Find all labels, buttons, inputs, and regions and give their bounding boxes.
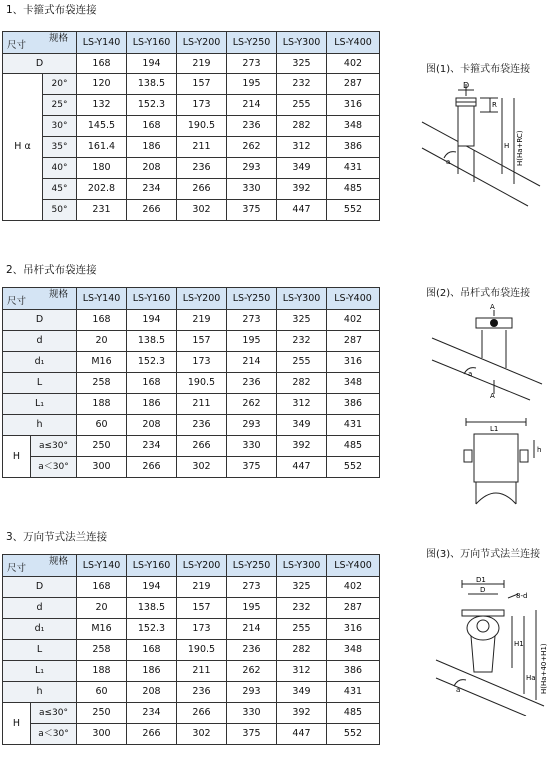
table-row: [3, 415, 380, 436]
figure3-label-d: D: [480, 586, 486, 594]
table-row: [3, 310, 380, 331]
table-row: [3, 179, 380, 200]
angle-label: a＜30°: [31, 457, 77, 478]
table-header-row: [3, 32, 380, 54]
section1-title: 1、卡箍式布袋连接: [6, 4, 97, 16]
table-cell: 273: [227, 54, 277, 74]
group-label: H: [3, 436, 31, 478]
table-cell: 236: [227, 373, 277, 394]
section2-table: [2, 287, 380, 478]
table-row: [3, 116, 380, 137]
table-cell: 194: [127, 310, 177, 331]
angle-label: 45°: [43, 179, 77, 200]
table-cell: 330: [227, 179, 277, 200]
table-cell: 188: [77, 394, 127, 415]
table-cell: 168: [77, 577, 127, 598]
figure3-caption: 图(3)、万向节式法兰连接: [426, 549, 541, 560]
table-cell: 302: [177, 724, 227, 745]
table-cell: 168: [127, 116, 177, 137]
table-cell: 348: [327, 116, 380, 137]
table-row: [3, 682, 380, 703]
table-cell: 287: [327, 74, 380, 95]
table-cell: 152.3: [127, 619, 177, 640]
group-label: H: [3, 703, 31, 745]
model-header: LS-Y160: [127, 288, 177, 310]
model-header: LS-Y200: [177, 288, 227, 310]
header-diagonal-cell: [3, 32, 77, 54]
table-cell: 236: [177, 682, 227, 703]
table-cell: 157: [177, 74, 227, 95]
table-cell: 208: [127, 682, 177, 703]
table-cell: 375: [227, 200, 277, 221]
table-cell: 392: [277, 703, 327, 724]
table-row: [3, 54, 380, 74]
table-cell: 300: [77, 724, 127, 745]
table-row: [3, 619, 380, 640]
table-cell: 316: [327, 352, 380, 373]
figure3-label-ha: Ha: [526, 674, 536, 682]
table-cell: 234: [127, 179, 177, 200]
table-cell: 266: [177, 179, 227, 200]
table-cell: 552: [327, 200, 380, 221]
figure3-label-8d: 8-d: [516, 592, 528, 600]
header-spec-label: 规格: [48, 556, 68, 567]
table-cell: 152.3: [127, 352, 177, 373]
table-row: [3, 724, 380, 745]
row-label: D: [3, 310, 77, 331]
table-cell: 287: [327, 331, 380, 352]
header-diagonal-cell: [3, 288, 77, 310]
table-cell: 211: [177, 661, 227, 682]
table-cell: 386: [327, 137, 380, 158]
table-cell: 173: [177, 95, 227, 116]
model-header: LS-Y200: [177, 32, 227, 54]
angle-label: a≤30°: [31, 703, 77, 724]
table-row: [3, 598, 380, 619]
table-cell: 195: [227, 598, 277, 619]
table-cell: 349: [277, 682, 327, 703]
table-cell: 287: [327, 598, 380, 619]
table-cell: 120: [77, 74, 127, 95]
table-cell: 447: [277, 200, 327, 221]
table-cell: 402: [327, 54, 380, 74]
table-cell: 211: [177, 137, 227, 158]
table-cell: 312: [277, 137, 327, 158]
table-cell: 132: [77, 95, 127, 116]
table-cell: 293: [227, 415, 277, 436]
table-cell: 348: [327, 640, 380, 661]
section3-table: [2, 554, 380, 745]
figure3-label-a: a: [456, 686, 461, 694]
table-cell: 262: [227, 661, 277, 682]
table-cell: 214: [227, 619, 277, 640]
table-cell: 232: [277, 331, 327, 352]
table-cell: 190.5: [177, 373, 227, 394]
table-row: [3, 703, 380, 724]
table-header-row: [3, 288, 380, 310]
table-cell: 485: [327, 179, 380, 200]
model-header: LS-Y200: [177, 555, 227, 577]
table-cell: 145.5: [77, 116, 127, 137]
table-cell: 485: [327, 703, 380, 724]
table-cell: 195: [227, 331, 277, 352]
table-cell: 325: [277, 310, 327, 331]
figure1-label-r: R: [492, 101, 497, 109]
model-header: LS-Y400: [327, 32, 380, 54]
table-cell: 60: [77, 415, 127, 436]
figure3-drawing: [426, 576, 553, 716]
figure2-label-alpha: a: [468, 370, 473, 378]
table-cell: 157: [177, 331, 227, 352]
model-header: LS-Y400: [327, 288, 380, 310]
table-cell: 168: [77, 54, 127, 74]
table-cell: 138.5: [127, 74, 177, 95]
model-header: LS-Y250: [227, 32, 277, 54]
table-row: [3, 74, 380, 95]
section3-title: 3、万向节式法兰连接: [6, 531, 108, 543]
model-header: LS-Y160: [127, 32, 177, 54]
row-label: d: [3, 598, 77, 619]
table-cell: 173: [177, 619, 227, 640]
table-cell: 194: [127, 54, 177, 74]
table-cell: 194: [127, 577, 177, 598]
table-cell: 234: [127, 703, 177, 724]
row-label: d₁: [3, 352, 77, 373]
figure1-label-a: a: [446, 158, 451, 166]
row-label: L: [3, 373, 77, 394]
table-cell: 214: [227, 352, 277, 373]
table-cell: 190.5: [177, 116, 227, 137]
figure1-label-h2: H(Ha+RC): [516, 130, 524, 166]
table-cell: 138.5: [127, 331, 177, 352]
header-size-label: 尺寸: [7, 296, 27, 307]
angle-label: 35°: [43, 137, 77, 158]
table-cell: 266: [127, 200, 177, 221]
table-cell: 214: [227, 95, 277, 116]
table-cell: 266: [177, 703, 227, 724]
table-cell: 349: [277, 415, 327, 436]
table-cell: 312: [277, 394, 327, 415]
section2-title: 2、吊杆式布袋连接: [6, 264, 97, 276]
model-header: LS-Y300: [277, 555, 327, 577]
table-cell: 402: [327, 310, 380, 331]
table-cell: 293: [227, 158, 277, 179]
table-row: [3, 394, 380, 415]
table-cell: 190.5: [177, 640, 227, 661]
row-label: d₁: [3, 619, 77, 640]
table-cell: 258: [77, 640, 127, 661]
table-cell: 219: [177, 54, 227, 74]
table-row: [3, 352, 380, 373]
figure2-label-l1: L1: [490, 425, 499, 433]
model-header: LS-Y140: [77, 555, 127, 577]
table-row: [3, 95, 380, 116]
table-cell: 250: [77, 703, 127, 724]
table-cell: 431: [327, 415, 380, 436]
model-header: LS-Y140: [77, 32, 127, 54]
angle-label: 50°: [43, 200, 77, 221]
figure1-drawing: [418, 78, 553, 208]
table-cell: 316: [327, 619, 380, 640]
table-cell: 232: [277, 74, 327, 95]
table-row: [3, 640, 380, 661]
header-diagonal-cell: [3, 555, 77, 577]
table-cell: 195: [227, 74, 277, 95]
table-cell: 392: [277, 179, 327, 200]
figure2-label-a-bottom: A: [490, 392, 495, 400]
table-cell: 173: [177, 352, 227, 373]
table-cell: 236: [177, 415, 227, 436]
table-cell: 157: [177, 598, 227, 619]
angle-label: 40°: [43, 158, 77, 179]
table-cell: 255: [277, 619, 327, 640]
table-cell: 266: [177, 436, 227, 457]
row-label: L₁: [3, 394, 77, 415]
table-cell: 236: [177, 158, 227, 179]
table-cell: 431: [327, 682, 380, 703]
angle-label: 30°: [43, 116, 77, 137]
table-cell: 552: [327, 724, 380, 745]
table-cell: 552: [327, 457, 380, 478]
table-cell: 266: [127, 724, 177, 745]
table-cell: 273: [227, 310, 277, 331]
table-row: [3, 373, 380, 394]
model-header: LS-Y300: [277, 288, 327, 310]
row-label: L: [3, 640, 77, 661]
figure2-caption: 图(2)、吊杆式布袋连接: [426, 288, 531, 299]
table-cell: 302: [177, 457, 227, 478]
table-cell: 316: [327, 95, 380, 116]
table-cell: 330: [227, 436, 277, 457]
table-cell: 431: [327, 158, 380, 179]
table-cell: 168: [127, 640, 177, 661]
table-cell: 152.3: [127, 95, 177, 116]
angle-label: a≤30°: [31, 436, 77, 457]
figure1-label-h1: H: [504, 142, 510, 150]
table-row: [3, 331, 380, 352]
table-cell: 375: [227, 457, 277, 478]
table-cell: 236: [227, 640, 277, 661]
table-cell: 186: [127, 137, 177, 158]
table-cell: 20: [77, 331, 127, 352]
table-cell: 266: [127, 457, 177, 478]
table-cell: 262: [227, 137, 277, 158]
table-cell: 258: [77, 373, 127, 394]
table-cell: 485: [327, 436, 380, 457]
figure2-label-a-top: A: [490, 303, 495, 311]
table-cell: 202.8: [77, 179, 127, 200]
table-row: [3, 137, 380, 158]
table-cell: 302: [177, 200, 227, 221]
table-cell: 330: [227, 703, 277, 724]
table-cell: 168: [77, 310, 127, 331]
row-label: h: [3, 682, 77, 703]
row-label: L₁: [3, 661, 77, 682]
table-cell: M16: [77, 619, 127, 640]
table-cell: 208: [127, 158, 177, 179]
model-header: LS-Y160: [127, 555, 177, 577]
table-cell: 208: [127, 415, 177, 436]
table-cell: 312: [277, 661, 327, 682]
table-cell: 186: [127, 394, 177, 415]
table-cell: 262: [227, 394, 277, 415]
table-header-row: [3, 555, 380, 577]
angle-label: 20°: [43, 74, 77, 95]
row-label: d: [3, 331, 77, 352]
table-row: [3, 661, 380, 682]
figure2-section-drawing: [456, 416, 553, 508]
figure2-label-h: h: [537, 446, 542, 454]
table-cell: 211: [177, 394, 227, 415]
table-cell: 282: [277, 640, 327, 661]
table-cell: 161.4: [77, 137, 127, 158]
table-row: [3, 200, 380, 221]
header-size-label: 尺寸: [7, 40, 27, 51]
table-cell: 282: [277, 373, 327, 394]
table-cell: 386: [327, 394, 380, 415]
table-cell: 293: [227, 682, 277, 703]
table-cell: 219: [177, 577, 227, 598]
header-spec-label: 规格: [48, 289, 68, 300]
figure3-label-h1: H1: [514, 640, 524, 648]
table-row: [3, 457, 380, 478]
model-header: LS-Y140: [77, 288, 127, 310]
row-label: D: [3, 577, 77, 598]
figure2-drawing: [424, 302, 553, 402]
figure1-label-d: D: [463, 81, 470, 90]
table-cell: 186: [127, 661, 177, 682]
table-cell: 168: [127, 373, 177, 394]
table-cell: 402: [327, 577, 380, 598]
table-cell: 386: [327, 661, 380, 682]
model-header: LS-Y250: [227, 288, 277, 310]
row-label: D: [3, 54, 77, 74]
table-cell: 138.5: [127, 598, 177, 619]
model-header: LS-Y300: [277, 32, 327, 54]
table-cell: 180: [77, 158, 127, 179]
header-spec-label: 规格: [48, 33, 68, 44]
table-cell: 325: [277, 54, 327, 74]
table-cell: 20: [77, 598, 127, 619]
table-cell: 348: [327, 373, 380, 394]
table-cell: 447: [277, 457, 327, 478]
table-row: [3, 158, 380, 179]
table-cell: 282: [277, 116, 327, 137]
table-cell: 231: [77, 200, 127, 221]
model-header: LS-Y400: [327, 555, 380, 577]
group-label: H α: [3, 74, 43, 221]
table-cell: 349: [277, 158, 327, 179]
row-label: h: [3, 415, 77, 436]
figure3-label-h2: H(Ha+40+H1): [540, 643, 548, 694]
table-cell: 188: [77, 661, 127, 682]
table-cell: 236: [227, 116, 277, 137]
angle-label: a＜30°: [31, 724, 77, 745]
table-cell: 300: [77, 457, 127, 478]
table-cell: 392: [277, 436, 327, 457]
table-row: [3, 436, 380, 457]
table-cell: 232: [277, 598, 327, 619]
clamp-bolt-icon: [490, 319, 498, 327]
table-cell: 250: [77, 436, 127, 457]
section1-table: [2, 31, 380, 221]
figure1-caption: 图(1)、卡箍式布袋连接: [426, 64, 531, 75]
table-cell: 325: [277, 577, 327, 598]
model-header: LS-Y250: [227, 555, 277, 577]
table-cell: 255: [277, 352, 327, 373]
table-cell: 255: [277, 95, 327, 116]
table-cell: 60: [77, 682, 127, 703]
table-row: [3, 577, 380, 598]
table-cell: 273: [227, 577, 277, 598]
table-cell: 447: [277, 724, 327, 745]
figure3-label-d1: D1: [476, 576, 486, 584]
header-size-label: 尺寸: [7, 563, 27, 574]
table-cell: 219: [177, 310, 227, 331]
table-cell: M16: [77, 352, 127, 373]
table-cell: 234: [127, 436, 177, 457]
angle-label: 25°: [43, 95, 77, 116]
table-cell: 375: [227, 724, 277, 745]
